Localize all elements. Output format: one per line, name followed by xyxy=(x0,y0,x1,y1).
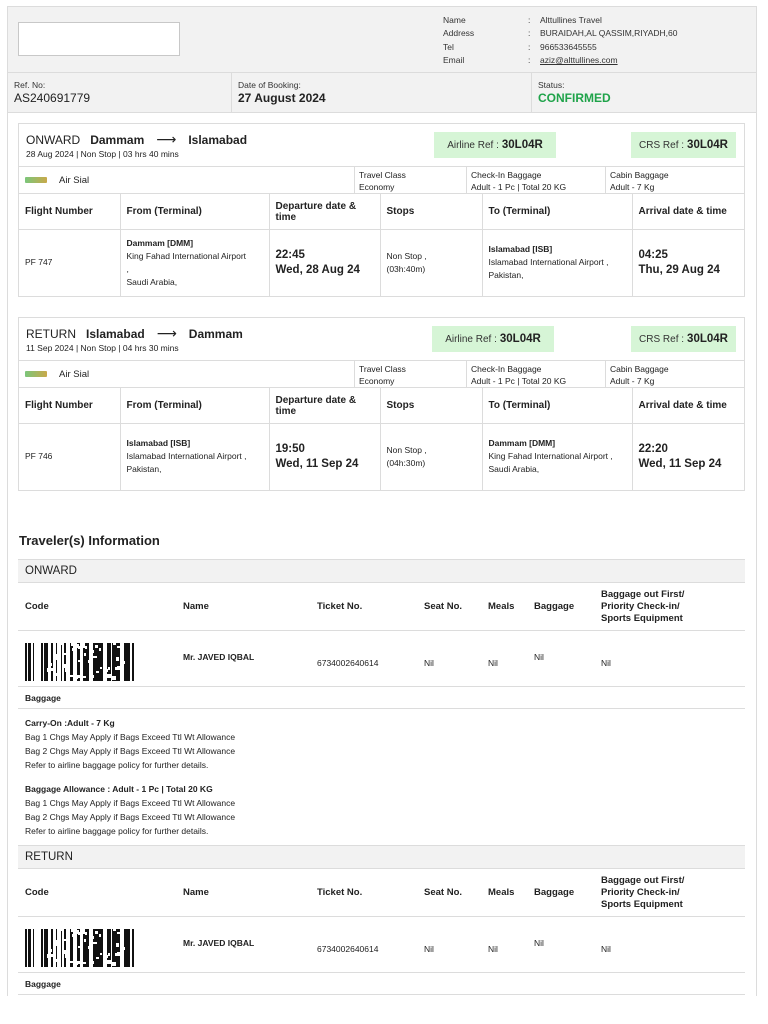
direction-label: ONWARD xyxy=(26,132,81,147)
col-meals: Meals xyxy=(488,887,515,898)
col-seat: Seat No. xyxy=(424,601,463,612)
ticket-number: 6734002640614 xyxy=(317,658,379,668)
traveler-row xyxy=(18,631,745,687)
col-priority-line1: Baggage out First/ xyxy=(601,589,685,600)
baggage-note: Bag 1 Chgs May Apply if Bags Exceed Ttl Wt Allowance xyxy=(25,732,236,742)
traveler-row xyxy=(18,917,745,973)
to-airport: Islamabad International Airport , xyxy=(488,257,609,268)
arrival-datetime xyxy=(632,230,744,296)
crs-ref-badge xyxy=(631,132,736,158)
e-ticket-document xyxy=(7,6,757,996)
arrow-right-icon: ⟶ xyxy=(156,325,177,341)
route xyxy=(26,325,243,342)
ref-no-cell xyxy=(8,73,232,112)
to-country: Pakistan, xyxy=(488,270,524,281)
stops xyxy=(380,230,482,296)
segment-return xyxy=(18,317,745,491)
crs-ref-label: CRS Ref : xyxy=(639,139,685,151)
arrival-datetime xyxy=(632,424,744,490)
col-ticket: Ticket No. xyxy=(317,887,363,898)
agency-header xyxy=(8,7,756,73)
baggage-note: Bag 2 Chgs May Apply if Bags Exceed Ttl Wt Allowance xyxy=(25,812,236,822)
departure-time: 19:50 xyxy=(275,442,305,455)
airline-cell xyxy=(19,361,354,387)
col-departure: Departure date & time xyxy=(269,194,380,230)
seat-number: Nil xyxy=(424,944,434,954)
col-name: Name xyxy=(183,601,209,612)
agency-address: BURAIDAH,AL QASSIM,RIYADH,60 xyxy=(540,28,678,39)
arrival-time: 22:20 xyxy=(638,442,668,455)
destination-city: Islamabad xyxy=(188,132,248,147)
duration: (04h:30m) xyxy=(386,457,426,468)
separator: : xyxy=(528,28,531,39)
agency-name-label: Name xyxy=(443,14,466,25)
col-from: From (Terminal) xyxy=(120,194,269,230)
airline-logo-icon xyxy=(25,177,47,183)
to-terminal xyxy=(482,230,632,296)
airline-ref-value: 30L04R xyxy=(499,333,541,345)
airline-cell xyxy=(19,167,354,193)
from-separator: , xyxy=(126,263,129,274)
departure-datetime xyxy=(269,424,380,490)
meals: Nil xyxy=(488,658,498,668)
carry-on-heading: Carry-On :Adult - 7 Kg xyxy=(25,718,115,728)
meals: Nil xyxy=(488,944,498,954)
checkin-baggage-cell xyxy=(466,361,605,387)
agency-tel-label: Tel xyxy=(443,41,454,52)
agency-tel: 966533645555 xyxy=(540,41,597,52)
from-country: Saudi Arabia, xyxy=(126,276,178,287)
from-code: Dammam [DMM] xyxy=(126,237,194,248)
crs-ref-value: 30L04R xyxy=(687,333,728,345)
segment-header xyxy=(19,124,744,166)
col-flight-number: Flight Number xyxy=(19,194,120,230)
booking-summary-bar xyxy=(8,73,756,113)
checkin-baggage-cell xyxy=(466,167,605,193)
travel-class-value: Economy xyxy=(359,182,395,192)
travel-class-value: Economy xyxy=(359,376,395,386)
airline-ref-value: 30L04R xyxy=(501,139,543,151)
from-airport: Islamabad International Airport , xyxy=(126,451,247,462)
ticket-number: 6734002640614 xyxy=(317,944,379,954)
agency-address-label: Address xyxy=(443,28,475,39)
col-code: Code xyxy=(25,887,49,898)
segment-header xyxy=(19,318,744,360)
to-terminal xyxy=(482,424,632,490)
airline-ref-label: Airline Ref : xyxy=(447,139,499,151)
agency-logo-placeholder xyxy=(18,22,180,56)
stops xyxy=(380,424,482,490)
baggage-label: Baggage xyxy=(18,973,745,995)
checkin-baggage-label: Check-In Baggage xyxy=(471,170,542,180)
to-airport: King Fahad International Airport , xyxy=(488,451,613,462)
col-name: Name xyxy=(183,887,209,898)
agency-name: Alttullines Travel xyxy=(540,14,602,25)
col-meals: Meals xyxy=(488,601,515,612)
departure-date: Wed, 28 Aug 24 xyxy=(275,263,360,276)
segment-onward xyxy=(18,123,745,297)
col-arrival: Arrival date & time xyxy=(632,388,744,424)
col-from: From (Terminal) xyxy=(120,388,269,424)
col-seat: Seat No. xyxy=(424,887,463,898)
baggage-note: Refer to airline baggage policy for further details. xyxy=(25,826,209,836)
barcode-icon xyxy=(25,643,139,681)
crs-ref-label: CRS Ref : xyxy=(639,333,685,345)
to-code: Islamabad [ISB] xyxy=(488,244,553,255)
airline-logo-icon xyxy=(25,371,47,377)
cabin-baggage-cell xyxy=(605,361,744,387)
baggage-details xyxy=(18,709,745,844)
col-to: To (Terminal) xyxy=(482,388,632,424)
origin-city: Dammam xyxy=(90,132,145,147)
col-priority-line3: Sports Equipment xyxy=(601,899,683,910)
arrival-date: Thu, 29 Aug 24 xyxy=(638,263,720,276)
crs-ref-badge xyxy=(631,326,736,352)
baggage-note: Bag 1 Chgs May Apply if Bags Exceed Ttl Wt Allowance xyxy=(25,798,236,808)
from-airport: King Fahad International Airport xyxy=(126,250,247,261)
stops-value: Non Stop , xyxy=(386,444,427,455)
departure-time: 22:45 xyxy=(275,248,305,261)
traveler-name: Mr. JAVED IQBAL xyxy=(183,652,255,662)
baggage-label: Baggage xyxy=(18,687,745,709)
col-code: Code xyxy=(25,601,49,612)
flight-table xyxy=(19,193,744,296)
airline-ref-badge xyxy=(434,132,556,158)
travel-class-cell xyxy=(354,167,466,193)
from-country: Pakistan, xyxy=(126,464,162,475)
arrival-date: Wed, 11 Sep 24 xyxy=(638,457,722,470)
cabin-baggage-label: Cabin Baggage xyxy=(610,170,669,180)
ref-no-value: AS240691779 xyxy=(14,91,91,105)
to-code: Dammam [DMM] xyxy=(488,438,556,449)
traveler-section-return xyxy=(18,845,745,995)
col-flight-number: Flight Number xyxy=(19,388,120,424)
from-code: Islamabad [ISB] xyxy=(126,438,191,449)
booking-date-value: 27 August 2024 xyxy=(238,91,326,105)
from-terminal xyxy=(120,230,269,296)
col-ticket: Ticket No. xyxy=(317,601,363,612)
arrow-right-icon: ⟶ xyxy=(156,131,177,147)
separator: : xyxy=(528,55,531,66)
duration: (03h:40m) xyxy=(386,263,426,274)
booking-date-label: Date of Booking: xyxy=(238,80,301,90)
checkin-baggage-label: Check-In Baggage xyxy=(471,364,542,374)
airline-name: Air Sial xyxy=(59,174,90,186)
baggage: Nil xyxy=(534,938,544,948)
flight-table xyxy=(19,387,744,490)
checkin-baggage-value: Adult - 1 Pc | Total 20 KG xyxy=(471,376,567,386)
priority-checkin: Nil xyxy=(601,658,611,668)
travelers-title: Traveler(s) Information xyxy=(19,533,160,548)
flight-number: PF 747 xyxy=(19,230,120,296)
flight-number: PF 746 xyxy=(19,424,120,490)
separator: : xyxy=(528,41,531,52)
flight-row xyxy=(19,424,744,490)
crs-ref-value: 30L04R xyxy=(687,139,728,151)
baggage-note: Bag 2 Chgs May Apply if Bags Exceed Ttl Wt Allowance xyxy=(25,746,236,756)
travel-class-label: Travel Class xyxy=(359,170,406,180)
to-country: Saudi Arabia, xyxy=(488,464,540,475)
travel-class-cell xyxy=(354,361,466,387)
route xyxy=(26,131,247,148)
col-stops: Stops xyxy=(380,194,482,230)
traveler-name: Mr. JAVED IQBAL xyxy=(183,938,255,948)
arrival-time: 04:25 xyxy=(638,248,668,261)
allowance-heading: Baggage Allowance : Adult - 1 Pc | Total 20 KG xyxy=(25,784,213,794)
col-priority-line3: Sports Equipment xyxy=(601,613,683,624)
priority-checkin: Nil xyxy=(601,944,611,954)
cabin-baggage-value: Adult - 7 Kg xyxy=(610,182,655,192)
status-cell xyxy=(532,73,756,112)
departure-datetime xyxy=(269,230,380,296)
from-terminal xyxy=(120,424,269,490)
cabin-baggage-cell xyxy=(605,167,744,193)
baggage: Nil xyxy=(534,652,544,662)
col-priority-line2: Priority Check-in/ xyxy=(601,601,680,612)
section-label: ONWARD xyxy=(18,559,745,583)
airline-info-row xyxy=(19,166,744,193)
traveler-table-header xyxy=(18,583,745,631)
col-departure: Departure date & time xyxy=(269,388,380,424)
segment-subline: 28 Aug 2024 | Non Stop | 03 hrs 40 mins xyxy=(26,149,179,159)
airline-info-row xyxy=(19,360,744,387)
agency-details xyxy=(443,13,677,67)
booking-date-cell xyxy=(232,73,532,112)
cabin-baggage-value: Adult - 7 Kg xyxy=(610,376,655,386)
airline-ref-badge xyxy=(432,326,554,352)
checkin-baggage-value: Adult - 1 Pc | Total 20 KG xyxy=(471,182,567,192)
direction-label: RETURN xyxy=(26,326,76,341)
col-priority-line1: Baggage out First/ xyxy=(601,875,685,886)
col-to: To (Terminal) xyxy=(482,194,632,230)
col-priority-line2: Priority Check-in/ xyxy=(601,887,680,898)
airline-ref-label: Airline Ref : xyxy=(445,333,497,345)
col-stops: Stops xyxy=(380,388,482,424)
departure-date: Wed, 11 Sep 24 xyxy=(275,457,359,470)
agency-email-label: Email xyxy=(443,55,465,66)
stops-value: Non Stop , xyxy=(386,250,427,261)
barcode-icon xyxy=(25,929,139,967)
status-badge: CONFIRMED xyxy=(538,91,611,105)
cabin-baggage-label: Cabin Baggage xyxy=(610,364,669,374)
seat-number: Nil xyxy=(424,658,434,668)
ref-no-label: Ref. No: xyxy=(14,80,46,90)
destination-city: Dammam xyxy=(188,326,243,341)
agency-email-link[interactable]: aziz@alttullines.com xyxy=(540,55,618,66)
travel-class-label: Travel Class xyxy=(359,364,406,374)
flight-row xyxy=(19,230,744,296)
col-baggage: Baggage xyxy=(534,887,575,898)
col-arrival: Arrival date & time xyxy=(632,194,744,230)
section-label: RETURN xyxy=(18,845,745,869)
col-baggage: Baggage xyxy=(534,601,575,612)
separator: : xyxy=(528,14,531,25)
airline-name: Air Sial xyxy=(59,368,90,380)
status-label: Status: xyxy=(538,80,565,90)
segment-subline: 11 Sep 2024 | Non Stop | 04 hrs 30 mins xyxy=(26,343,179,353)
baggage-note: Refer to airline baggage policy for further details. xyxy=(25,760,209,770)
traveler-table-header xyxy=(18,869,745,917)
traveler-section-onward xyxy=(18,559,745,844)
origin-city: Islamabad xyxy=(86,326,145,341)
